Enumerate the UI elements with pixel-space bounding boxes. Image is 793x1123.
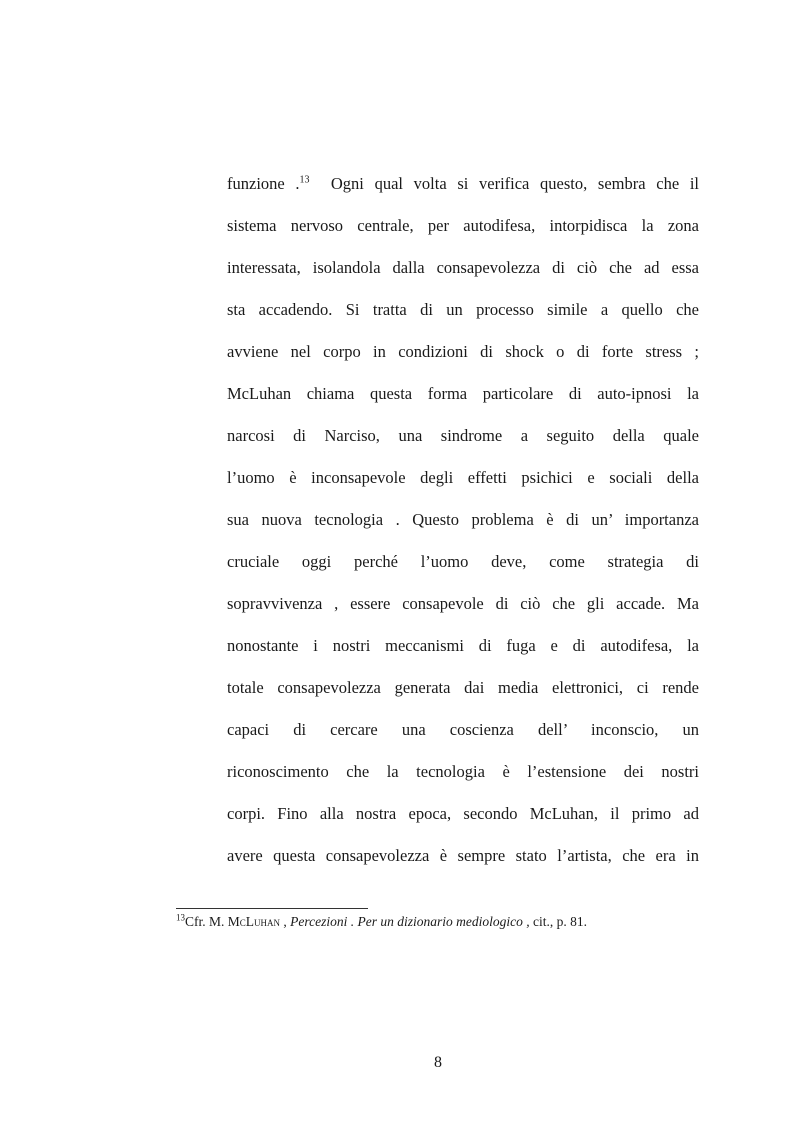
line-text: Ogni qual volta si verifica questo, sembra che il xyxy=(330,174,699,193)
text-line: interessata, isolandola dalla consapevolezza di ciò che ad essa xyxy=(227,258,699,277)
text-line: nonostante i nostri meccanismi di fuga e di autodifesa, la xyxy=(227,636,699,655)
first-word: funzione . xyxy=(227,174,300,193)
text-line: narcosi di Narciso, una sindrome a seguito della quale xyxy=(227,426,699,445)
footnote-prefix: Cfr. M. xyxy=(185,914,228,929)
text-line: sua nuova tecnologia . Questo problema è di un’ importanza xyxy=(227,510,699,529)
text-line: l’uomo è inconsapevole degli effetti psichici e sociali della xyxy=(227,468,699,487)
text-line: cruciale oggi perché l’uomo deve, come strategia di xyxy=(227,552,699,571)
text-line: avviene nel corpo in condizioni di shock o di forte stress ; xyxy=(227,342,699,361)
footnote-separator: , xyxy=(280,914,291,929)
text-line: corpi. Fino alla nostra epoca, secondo McLuhan, il primo ad xyxy=(227,804,699,823)
text-line: capaci di cercare una coscienza dell’ inconscio, un xyxy=(227,720,699,739)
text-line: sta accadendo. Si tratta di un processo simile a quello che xyxy=(227,300,699,319)
page-number: 8 xyxy=(434,1054,442,1071)
footnote-divider xyxy=(176,908,368,909)
body-text xyxy=(227,163,699,877)
footnote-title: Percezioni . Per un dizionario mediologico , xyxy=(290,914,530,929)
footnote-reference[interactable]: 13 xyxy=(299,174,310,186)
footnote xyxy=(176,914,716,930)
footnote-number: 13 xyxy=(176,912,185,923)
text-line: sistema nervoso centrale, per autodifesa, intorpidisca la zona xyxy=(227,216,699,235)
text-line: totale consapevolezza generata dai media elettronici, ci rende xyxy=(227,678,699,697)
footnote-suffix: cit., p. 81. xyxy=(529,914,587,929)
text-line xyxy=(227,163,699,205)
text-line: riconoscimento che la tecnologia è l’estensione dei nostri xyxy=(227,762,699,781)
text-line: avere questa consapevolezza è sempre stato l’artista, che era in xyxy=(227,846,699,865)
text-line: McLuhan chiama questa forma particolare di auto-ipnosi la xyxy=(227,384,699,403)
text-line: sopravvivenza , essere consapevole di ciò che gli accade. Ma xyxy=(227,594,699,613)
footnote-author: McLuhan xyxy=(227,914,281,929)
